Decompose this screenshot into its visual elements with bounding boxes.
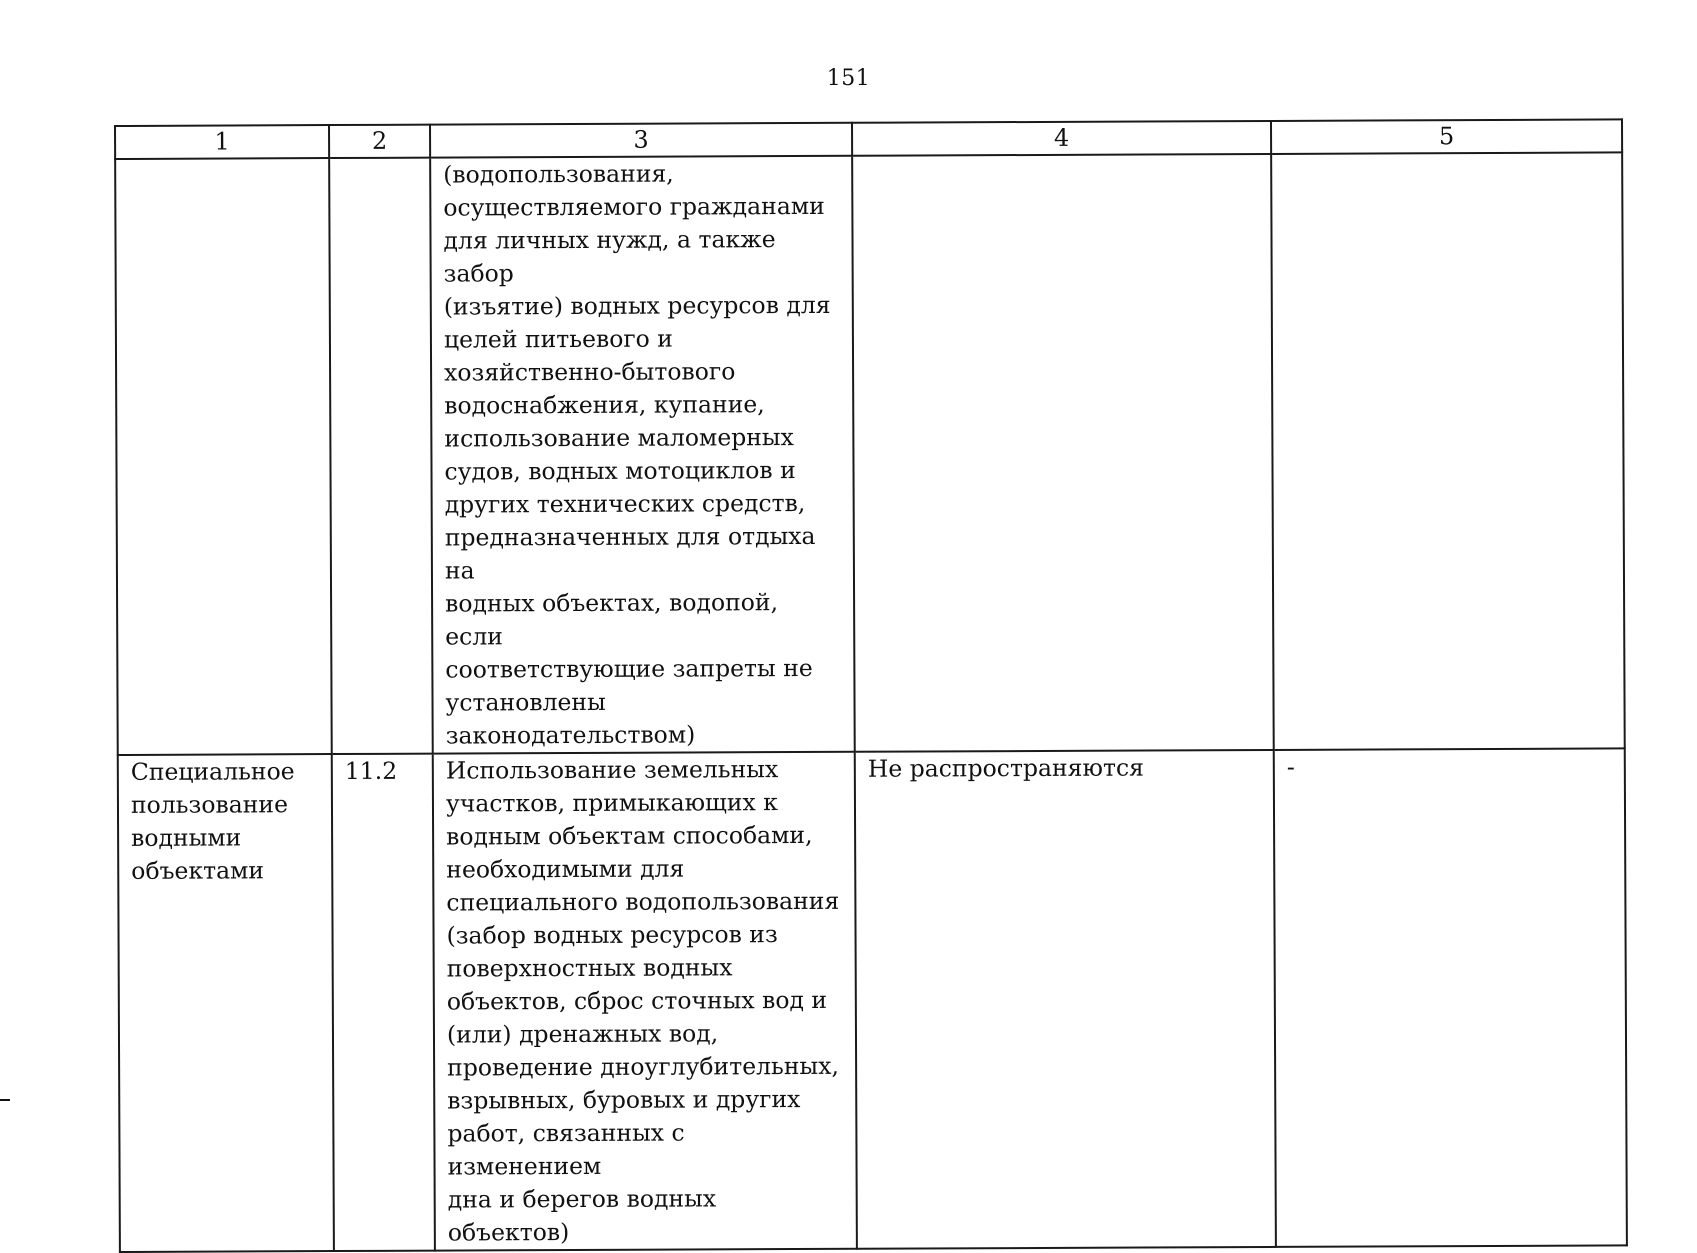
cell-col4-empty xyxy=(852,154,1274,752)
cell-col5-empty xyxy=(1271,152,1625,750)
header-col-1: 1 xyxy=(115,125,329,159)
col4-text: Не распространяются xyxy=(867,753,1144,783)
header-col-2: 2 xyxy=(329,125,430,158)
cell-name-empty xyxy=(115,158,332,755)
col5-text: - xyxy=(1286,752,1295,781)
cell-code xyxy=(332,754,435,1251)
header-col-3: 3 xyxy=(430,123,852,158)
cell-description xyxy=(433,752,857,1251)
table-row-special-water-use xyxy=(118,748,1627,1252)
cell-col4 xyxy=(855,750,1276,1249)
use-name-text: Специальное пользование водными объектами xyxy=(130,757,295,885)
use-code-text: 11.2 xyxy=(344,756,398,785)
cell-description-continuation xyxy=(430,156,855,754)
description-text: Использование земельных участков, примыкающих к водным объектам способами, необходимыми для специального водопользования (забор водных ресурсов из поверхностных водных объектов, сброс сточных вод и (или) дренажных вод, проведение дноуглубительных, взрывных, буровых и других работ, связанных с изменением дна и берегов водных объектов) xyxy=(445,755,840,1247)
cell-col5 xyxy=(1274,748,1627,1247)
cell-code-empty xyxy=(329,158,433,754)
page-number: 151 xyxy=(826,66,871,91)
margin-mark xyxy=(0,1099,10,1101)
table-row-continuation xyxy=(115,152,1625,755)
regulations-table xyxy=(114,118,1628,1253)
header-col-5: 5 xyxy=(1271,119,1622,154)
description-continuation-text: (водопользования, осуществляемого гражданами для личных нужд, а также забор (изъятие) водных ресурсов для целей питьевого и хозяйственно-бытового водоснабжения, купание, использование маломерных судов, водных мотоциклов и других технических средств, предназначенных для отдыха на водных объектах, водопой, если соответствующие запреты не установлены законодательством) xyxy=(443,159,831,750)
header-col-4: 4 xyxy=(852,121,1271,156)
cell-name xyxy=(118,754,334,1252)
